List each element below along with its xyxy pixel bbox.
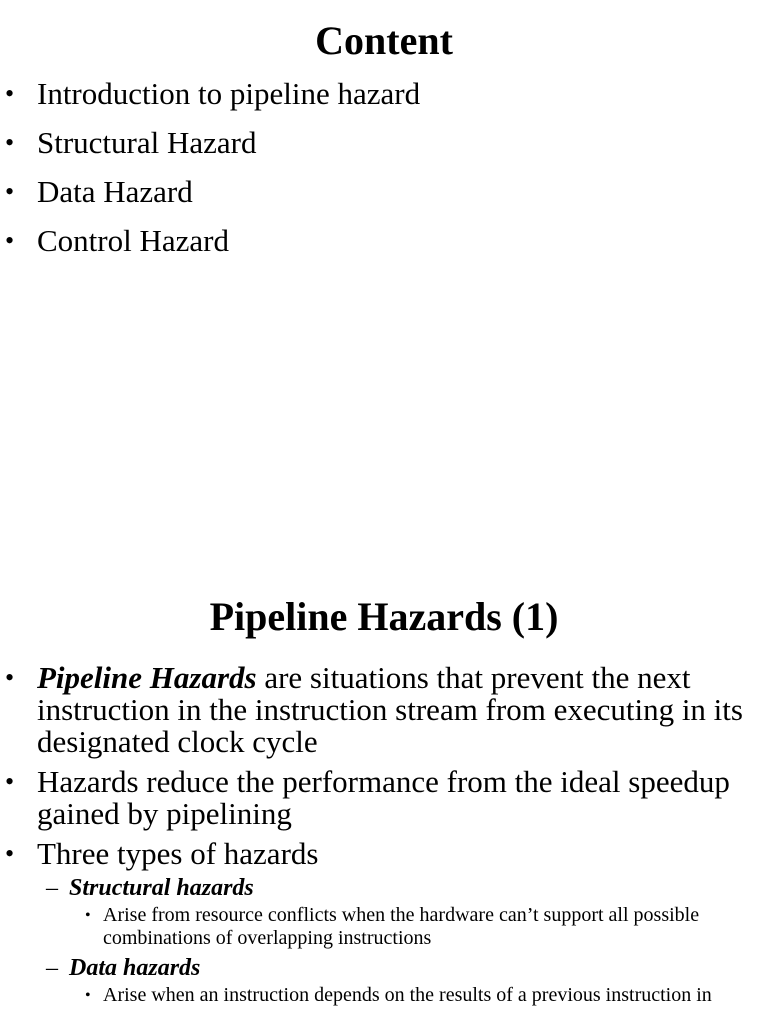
detail-list bbox=[37, 984, 768, 1007]
bullet-icon: • bbox=[5, 226, 15, 255]
list-item bbox=[0, 78, 768, 110]
sub-list-item bbox=[37, 874, 768, 902]
slide-pipeline-hazards bbox=[0, 580, 768, 1024]
list-item bbox=[0, 176, 768, 208]
sub-item-title: Structural hazards bbox=[69, 875, 254, 901]
detail-list bbox=[37, 904, 768, 950]
term-pipeline-hazards: Pipeline Hazards bbox=[37, 660, 257, 695]
slide-title: Content bbox=[315, 18, 453, 63]
dash-icon: – bbox=[46, 955, 58, 981]
list-item-text: Three types of hazards bbox=[37, 836, 319, 871]
detail-item bbox=[37, 904, 768, 950]
bullet-icon: • bbox=[5, 663, 15, 692]
list-item-text: Control Hazard bbox=[37, 223, 229, 258]
bullet-icon: • bbox=[5, 79, 15, 108]
detail-text: Arise from resource conflicts when the hardware can’t support all possible combinations of overlapping instructions bbox=[103, 904, 700, 949]
list-item-text: Hazards reduce the performance from the ideal speedup gained by pipelining bbox=[37, 764, 730, 831]
list-item bbox=[0, 225, 768, 257]
list-item-text: Introduction to pipeline hazard bbox=[37, 76, 421, 111]
list-item bbox=[0, 838, 768, 1007]
bullet-icon: • bbox=[5, 839, 15, 868]
bullet-icon: • bbox=[5, 767, 15, 796]
bullet-icon: • bbox=[5, 128, 15, 157]
bullet-icon: • bbox=[5, 177, 15, 206]
dash-icon: – bbox=[46, 875, 58, 901]
list-item bbox=[0, 662, 768, 758]
detail-item bbox=[37, 984, 768, 1007]
list-item bbox=[0, 127, 768, 159]
slide-title: Pipeline Hazards (1) bbox=[209, 594, 559, 639]
sub-list-item bbox=[37, 954, 768, 982]
bullet-list bbox=[0, 662, 768, 1007]
sub-item-title: Data hazards bbox=[69, 955, 201, 981]
list-item-text: Structural Hazard bbox=[37, 125, 257, 160]
list-item bbox=[0, 766, 768, 830]
small-bullet-icon: • bbox=[85, 987, 91, 1004]
detail-text: Arise when an instruction depends on the results of a previous instruction in bbox=[103, 984, 712, 1006]
sub-list bbox=[37, 874, 768, 902]
sub-list bbox=[37, 954, 768, 982]
list-item-text: Data Hazard bbox=[37, 174, 193, 209]
small-bullet-icon: • bbox=[85, 907, 91, 924]
bullet-list bbox=[0, 78, 768, 257]
list-item-text: are situations that prevent the next instruction in the instruction stream from executing in its designated clock cycle bbox=[37, 660, 743, 759]
